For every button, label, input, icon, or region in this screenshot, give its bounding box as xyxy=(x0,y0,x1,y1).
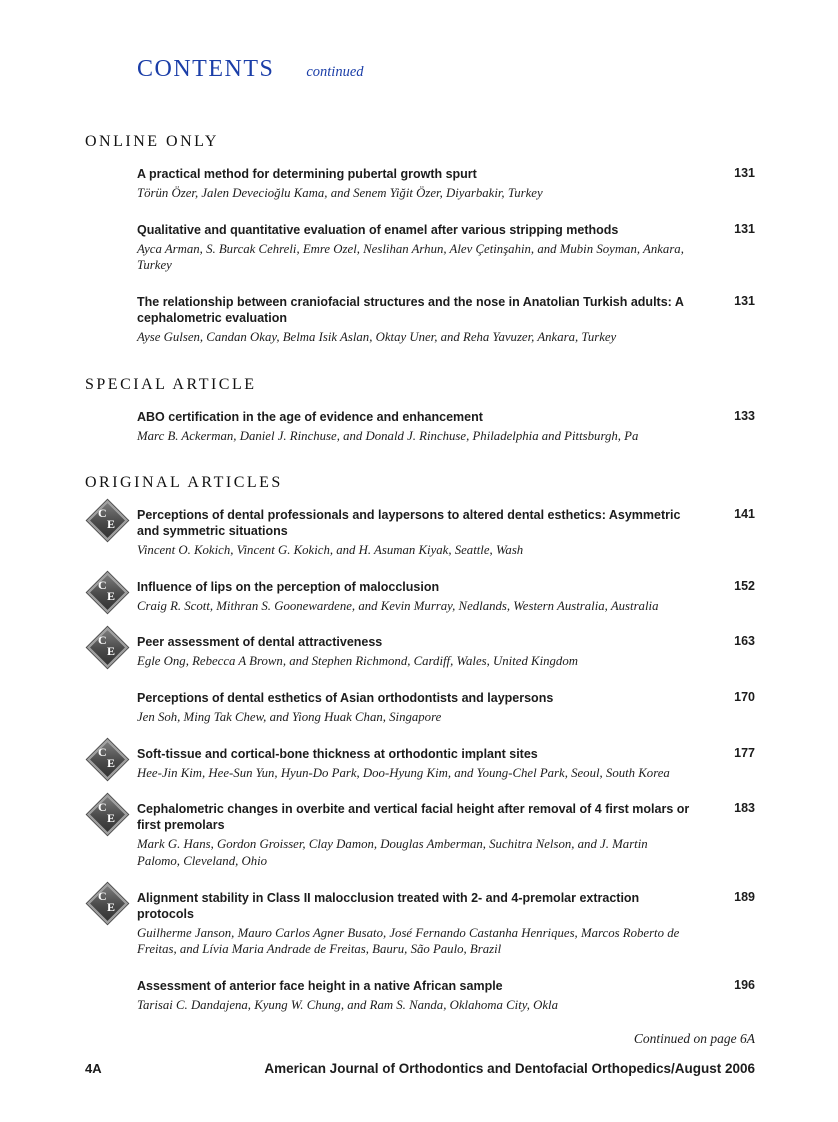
continuing-education-icon xyxy=(86,882,126,922)
section-heading: SPECIAL ARTICLE xyxy=(85,375,257,393)
section-heading: ORIGINAL ARTICLES xyxy=(85,474,283,492)
article-body xyxy=(137,890,713,958)
section-entries xyxy=(137,166,755,346)
article-body xyxy=(137,746,713,782)
page-title: CONTENTS xyxy=(137,56,275,82)
article-title: Alignment stability in Class II malocclusion treated with 2- and 4-premolar extraction protocols xyxy=(137,890,640,921)
article-entry xyxy=(137,978,755,1014)
article-authors: Jen Soh, Ming Tak Chew, and Yiong Huak Chan, Singapore xyxy=(137,710,442,724)
article-authors: Marc B. Ackerman, Daniel J. Rinchuse, and Donald J. Rinchuse, Philadelphia and Pittsburgh, Pa xyxy=(137,428,639,443)
article-authors: Hee-Jin Kim, Hee-Sun Yun, Hyun-Do Park, Doo-Hyung Kim, and Young-Chel Park, Seoul, South Korea xyxy=(137,765,670,780)
article-body xyxy=(137,978,713,1014)
article-entry xyxy=(98,577,755,615)
article-page-number: 141 xyxy=(734,507,755,522)
article-title: Assessment of anterior face height in a native African sample xyxy=(137,978,503,993)
page-folio: 4A xyxy=(85,1061,102,1076)
section-special-article xyxy=(85,376,755,445)
ce-letter-e: E xyxy=(107,517,116,532)
article-body xyxy=(137,579,713,615)
article-page-number: 133 xyxy=(734,408,755,423)
section-original-articles xyxy=(85,474,755,1013)
article-body xyxy=(137,634,713,670)
page-footer xyxy=(85,1031,755,1076)
continuing-education-icon xyxy=(86,499,126,539)
continued-on-note: Continued on page 6A xyxy=(633,1031,755,1046)
article-title: Peer assessment of dental attractiveness xyxy=(137,635,383,650)
ce-letter-c: C xyxy=(98,633,107,648)
ce-letter-c: C xyxy=(98,744,107,759)
continuing-education-icon xyxy=(86,738,126,778)
page-header xyxy=(137,56,838,83)
article-authors: Craig R. Scott, Mithran S. Goonewardene, and Kevin Murray, Nedlands, Western Australia, Australia xyxy=(137,598,659,613)
ce-letter-c: C xyxy=(98,800,107,815)
article-entry xyxy=(98,633,755,670)
article-body xyxy=(137,507,713,559)
article-page-number: 131 xyxy=(734,221,755,236)
ce-letter-e: E xyxy=(107,899,116,914)
article-title: Influence of lips on the perception of malocclusion xyxy=(137,579,440,594)
article-entry xyxy=(137,409,755,445)
article-page-number: 131 xyxy=(734,293,755,308)
article-authors: Egle Ong, Rebecca A Brown, and Stephen Richmond, Cardiff, Wales, United Kingdom xyxy=(137,654,578,669)
article-authors: Tarisai C. Dandajena, Kyung W. Chung, and Ram S. Nanda, Oklahoma City, Okla xyxy=(137,997,559,1012)
article-body xyxy=(137,222,713,274)
article-body xyxy=(137,690,713,726)
article-title: A practical method for determining pubertal growth spurt xyxy=(137,167,477,181)
article-title: Qualitative and quantitative evaluation of enamel after various stripping methods xyxy=(137,222,619,237)
section-entries xyxy=(137,409,755,445)
ce-letter-e: E xyxy=(107,588,116,603)
article-page-number: 152 xyxy=(734,578,755,593)
article-title: The relationship between craniofacial structures and the nose in Anatolian Turkish adults: A cephalometric evaluation xyxy=(137,294,684,325)
article-entry xyxy=(137,294,755,346)
article-authors: Vincent O. Kokich, Vincent G. Kokich, and H. Asuman Kiyak, Seattle, Wash xyxy=(137,543,524,558)
article-page-number: 183 xyxy=(734,801,755,816)
article-entry xyxy=(137,690,755,726)
article-authors: Mark G. Hans, Gordon Groisser, Clay Damon, Douglas Amberman, Suchitra Nelson, and J. Martin Palomo, Cleveland, Ohio xyxy=(137,837,648,868)
article-entry xyxy=(98,888,755,958)
article-entry xyxy=(98,800,755,869)
footer-row xyxy=(85,1061,755,1076)
article-entry xyxy=(98,744,755,782)
article-authors: Guilherme Janson, Mauro Carlos Agner Busato, José Fernando Castanha Henriques, Marcos Roberto de Freitas, and Lívia Maria Andrade de Freitas, Bauru, São Paulo, Brazil xyxy=(137,925,680,957)
ce-letter-c: C xyxy=(98,506,107,521)
article-page-number: 170 xyxy=(734,690,755,704)
article-title: ABO certification in the age of evidence and enhancement xyxy=(137,409,483,424)
article-entry xyxy=(137,166,755,202)
ce-letter-c: C xyxy=(98,577,107,592)
continuing-education-icon xyxy=(86,793,126,833)
article-title: Perceptions of dental esthetics of Asian orthodontists and laypersons xyxy=(137,691,554,705)
article-body xyxy=(137,166,713,202)
section-online-only xyxy=(85,133,755,346)
article-body xyxy=(137,801,713,869)
article-title: Cephalometric changes in overbite and vertical facial height after removal of 4 first molars or first premolars xyxy=(137,802,690,833)
article-body xyxy=(137,409,713,445)
article-entry xyxy=(137,222,755,274)
ce-letter-e: E xyxy=(107,811,116,826)
article-authors: Ayca Arman, S. Burcak Cehreli, Emre Ozel, Neslihan Arhun, Alev Çetinşahin, and Mubin Soyman, Ankara, Turkey xyxy=(137,241,684,273)
article-authors: Ayse Gulsen, Candan Okay, Belma Isik Aslan, Oktay Uner, and Reha Yavuzer, Ankara, Turkey xyxy=(137,329,617,344)
article-page-number: 131 xyxy=(734,166,755,180)
continued-label: continued xyxy=(306,64,364,80)
article-authors: Törün Özer, Jalen Devecioğlu Kama, and Senem Yiğit Özer, Diyarbakir, Turkey xyxy=(137,186,543,200)
continuing-education-icon xyxy=(86,571,126,611)
article-body xyxy=(137,294,713,346)
article-page-number: 196 xyxy=(734,977,755,992)
article-page-number: 177 xyxy=(734,745,755,760)
article-title: Soft-tissue and cortical-bone thickness at orthodontic implant sites xyxy=(137,746,538,761)
article-page-number: 163 xyxy=(734,634,755,649)
ce-letter-e: E xyxy=(107,644,116,659)
section-entries xyxy=(98,506,755,1013)
ce-letter-c: C xyxy=(98,888,107,903)
article-entry xyxy=(98,506,755,559)
article-title: Perceptions of dental professionals and laypersons to altered dental esthetics: Asymmetric and symmetric situations xyxy=(137,508,681,539)
contents-body xyxy=(0,133,838,1013)
article-page-number: 189 xyxy=(734,889,755,904)
journal-title-line: American Journal of Orthodontics and Dentofacial Orthopedics/August 2006 xyxy=(264,1061,755,1076)
section-heading: ONLINE ONLY xyxy=(85,133,219,150)
continuing-education-icon xyxy=(86,626,126,666)
ce-letter-e: E xyxy=(107,755,116,770)
